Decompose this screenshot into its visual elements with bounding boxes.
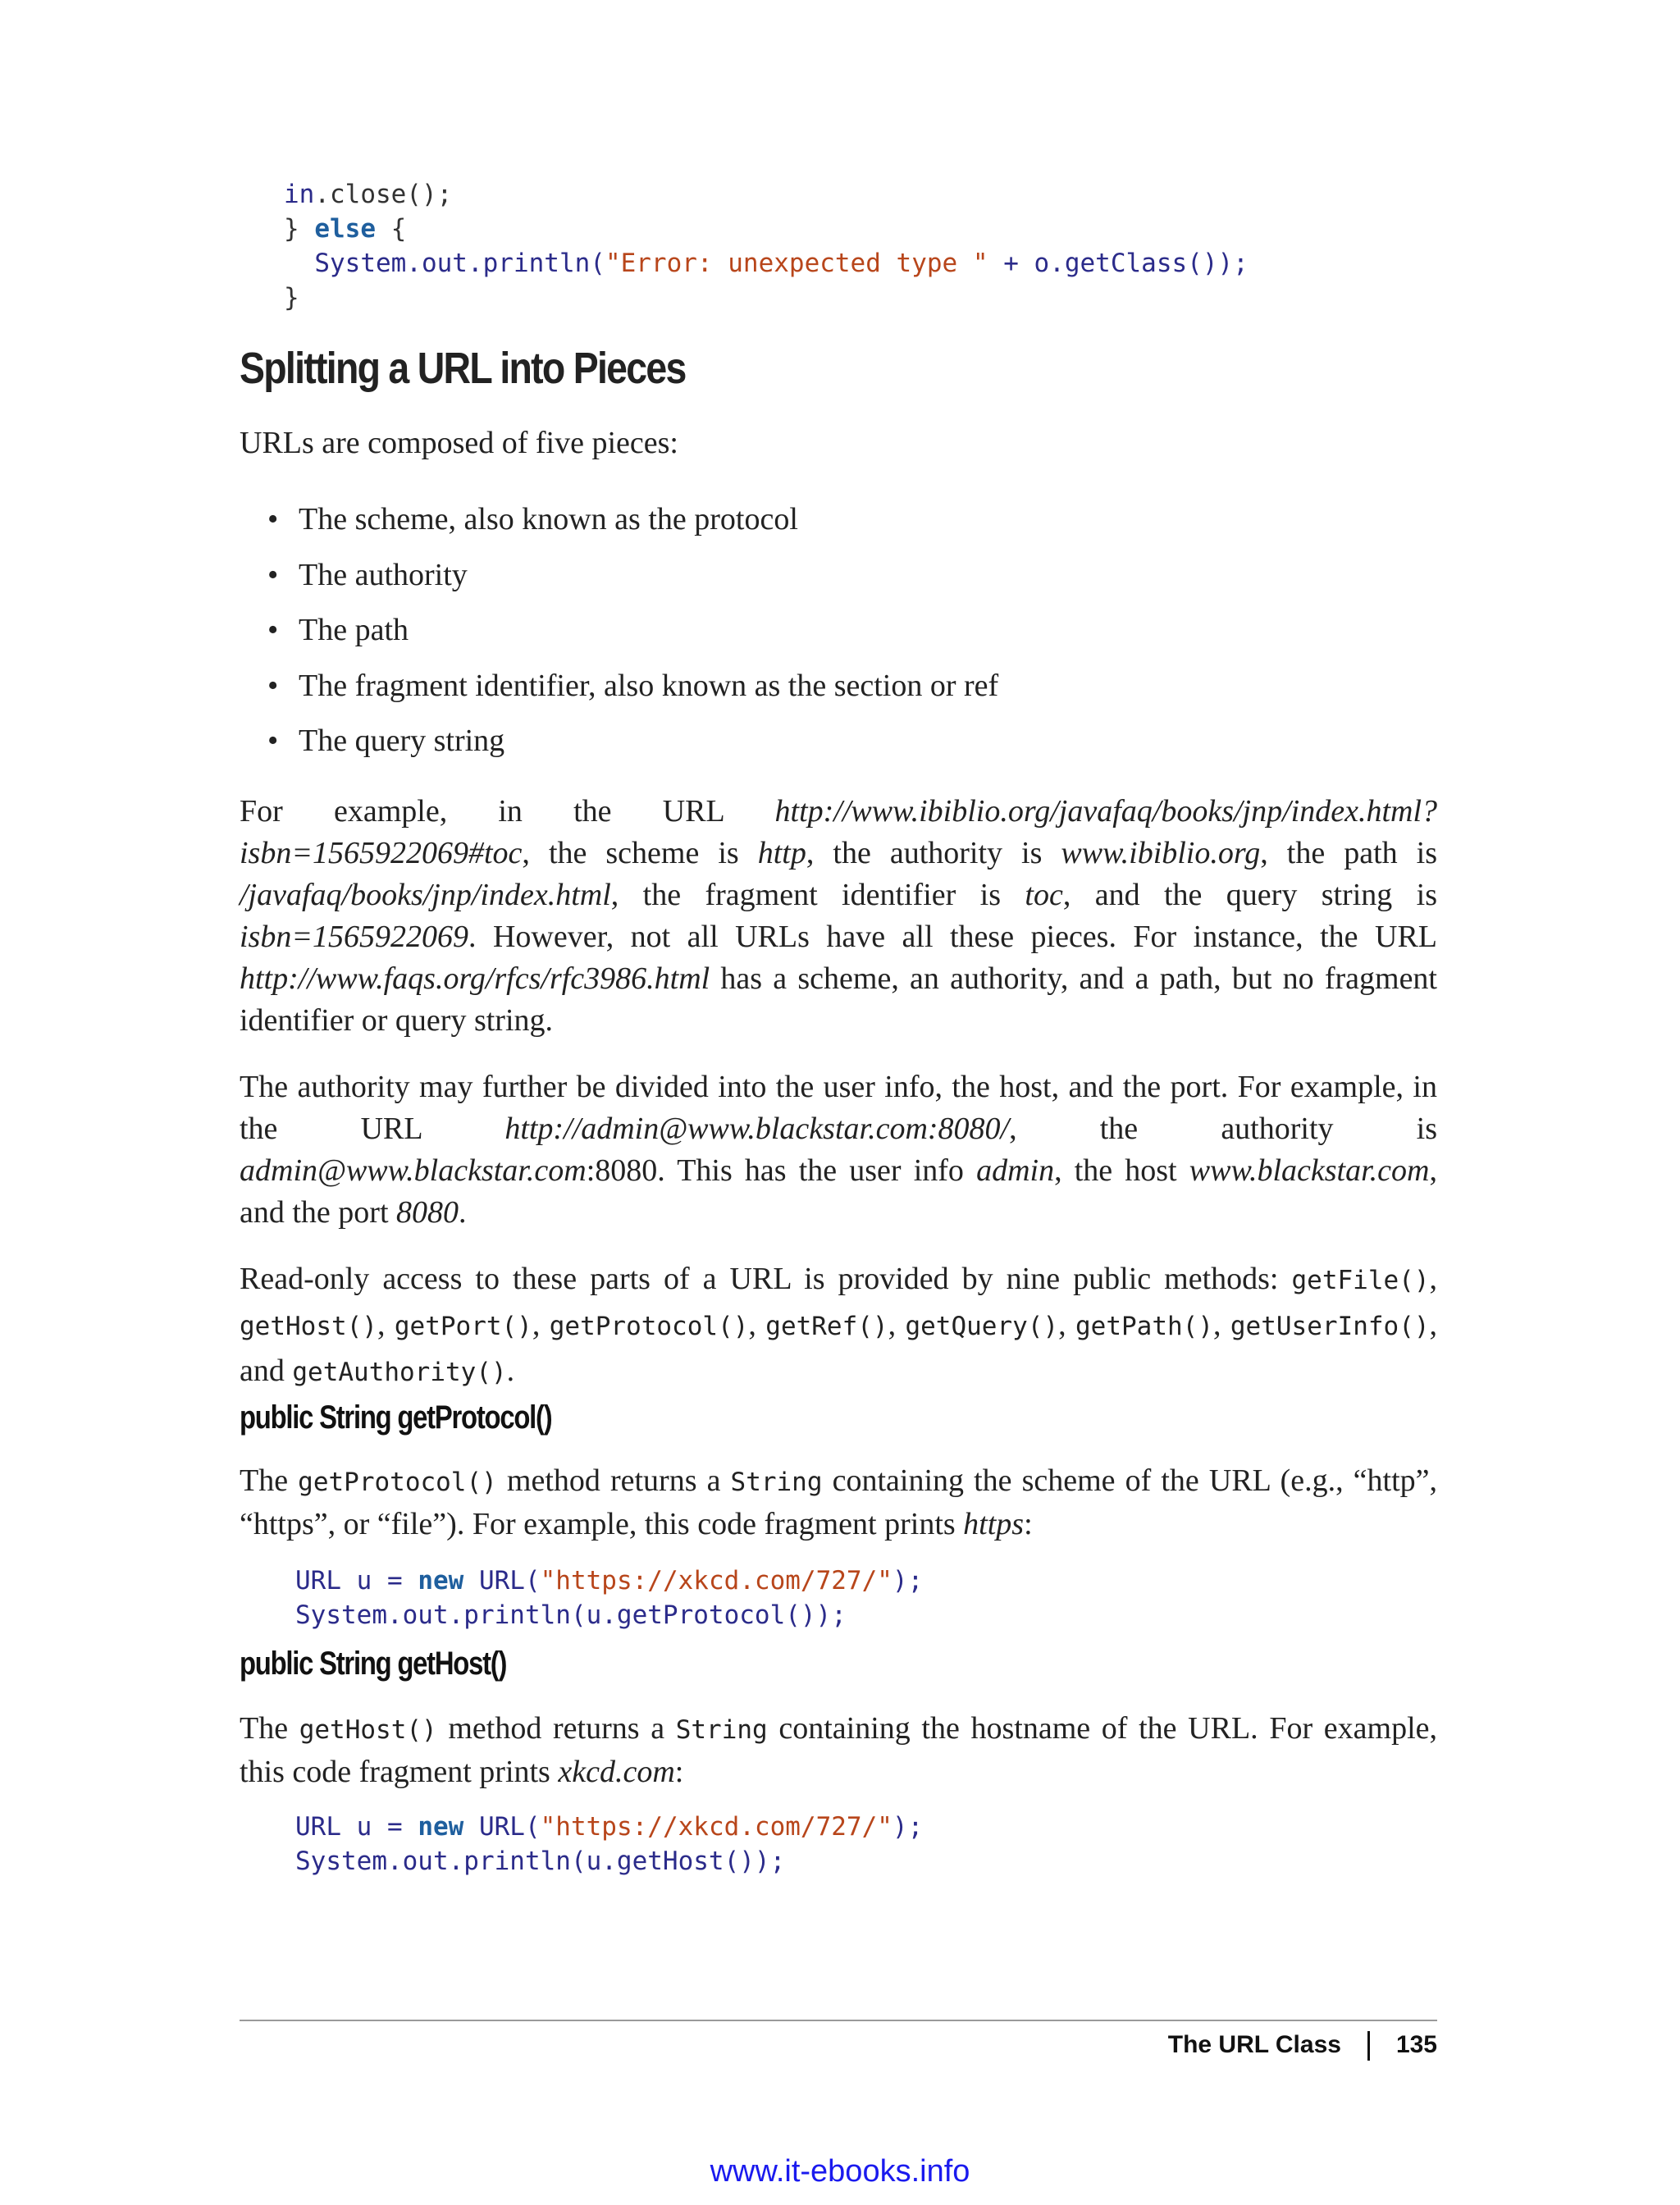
page-number: 135 [1395,2031,1437,2058]
chapter-title: The URL Class [1167,2031,1341,2058]
bullet-icon: • [267,668,279,703]
code-token: .close(); [314,180,453,209]
get-host-paragraph: The getHost() method returns a String containing the hostname of the URL. For example, this code fragment prints xkcd.com: [240,1711,1437,1789]
list-item: • The authority [240,548,998,604]
get-protocol-paragraph: The getProtocol() method returns a String containing the scheme of the URL (e.g., “http”, “https”, or “file”). For example, this code fragment prints https: [240,1463,1438,1541]
footer-divider [240,2020,1437,2021]
list-item: • The query string [240,714,998,769]
url-example-paragraph: For example, in the URL http://www.ibiblio.org/javafaq/books/jnp/index.html?isbn=1565922069#toc, the scheme is http, the authority is www.ibiblio.org, the path is /javafaq/books/jnp/index.html, the fragment identifier is toc, and the query string is isbn=1565922069. However, not all URLs have all these pieces. For instance, the URL http://www.faqs.org/rfcs/rfc3986.html has a scheme, an authority, and a path, but no fragment identifier or query string. [240,794,1438,1038]
heading-get-host: public String getHost() [240,1646,507,1682]
code-token: } [284,283,299,313]
code-token: } [284,214,315,244]
watermark-link[interactable]: www.it-ebooks.info [710,2154,970,2189]
code-string: "Error: unexpected type " [605,249,988,278]
url-pieces-list [240,492,998,769]
list-item: • The fragment identifier, also known as the section or ref [240,659,998,714]
code-token: in [284,180,315,209]
bullet-icon: • [267,502,279,536]
list-item: • The path [240,603,998,659]
intro-paragraph: URLs are composed of five pieces: [240,426,678,460]
url-example: http://www.faqs.org/rfcs/rfc3986.html [240,961,710,996]
authority-paragraph: The authority may further be divided into the user info, the host, and the port. For example, in the URL http://admin@www.blackstar.com:8080/, the authority is admin@www.blackstar.com:8080. This has the user info admin, the host www.blackstar.com, and the port 8080. [240,1070,1438,1230]
heading-get-protocol: public String getProtocol() [240,1399,552,1436]
page-footer [1168,2031,1437,2061]
code-block-protocol: URL u = new URL("https://xkcd.com/727/"); System.out.println(u.getProtocol()); [295,1566,924,1630]
url-example: http://www.ibiblio.org/javafaq/books/jnp/index.html?isbn=1565922069#toc [240,794,1437,870]
section-title: Splitting a URL into Pieces [240,344,686,393]
list-item: • The scheme, also known as the protocol [240,492,998,548]
footer-separator [1367,2031,1370,2061]
code-token: System.out.println( [314,249,605,278]
code-token: + o.getClass()); [988,249,1249,278]
bullet-icon: • [267,613,279,647]
code-block-host: URL u = new URL("https://xkcd.com/727/"); System.out.println(u.getHost()); [295,1812,924,1876]
bullet-icon: • [267,724,279,758]
methods-paragraph: Read-only access to these parts of a URL is provided by nine public methods: getFile(), getHost(), getPort(), getProtocol(), getRef(), getQuery(), getPath(), getUserInfo(), and getAuthority(). [240,1262,1438,1388]
bullet-icon: • [267,557,279,592]
code-block-top [284,177,1249,315]
code-token: { [375,214,407,244]
code-keyword: else [314,214,376,244]
